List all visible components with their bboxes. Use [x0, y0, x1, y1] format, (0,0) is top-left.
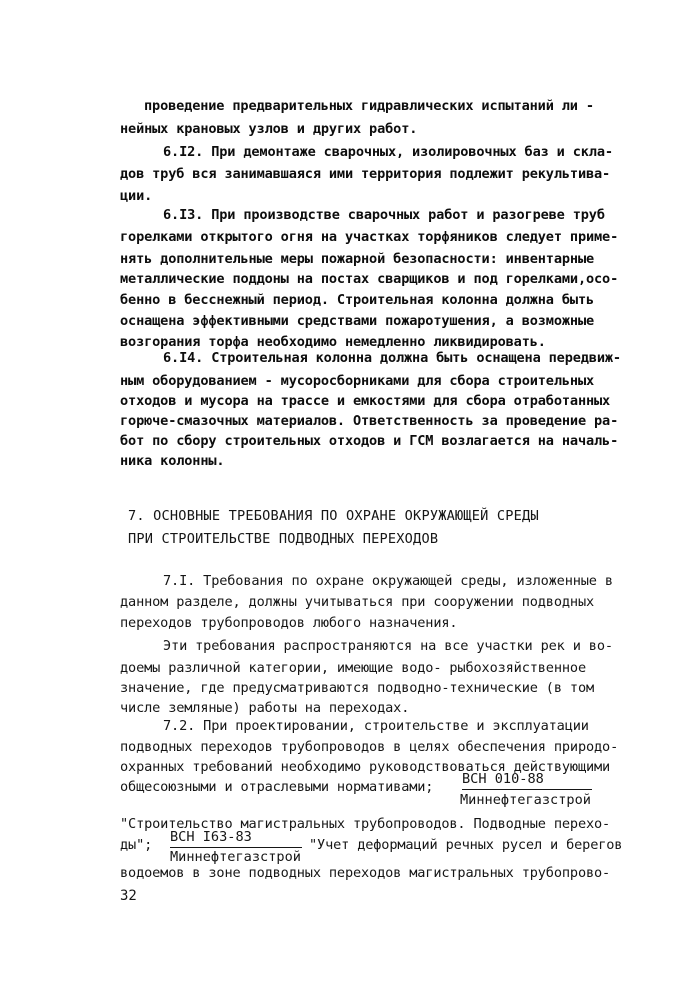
text-line: ника колонны. — [120, 453, 225, 469]
text-line: Эти требования распространяются на все участки рек и во- — [163, 638, 613, 654]
text-line: оснащена эффективными средствами пожаротушения, а возможные — [120, 313, 595, 329]
text-line: ды"; — [120, 837, 153, 853]
text-line: водоемов в зоне подводных переходов магистральных трубопрово- — [120, 865, 611, 881]
text-line: нять дополнительные меры пожарной безопасности: инвентарные — [120, 251, 595, 267]
text-line: 6.I2. При демонтаже сварочных, изолировочных баз и скла- — [163, 144, 613, 160]
reference-code: ВСН 010-88 — [462, 770, 592, 790]
text-line: "Учет деформаций речных русел и берегов — [309, 837, 623, 853]
text-line: металлические поддоны на постах сварщиков и под горелками,осо- — [120, 271, 619, 287]
section-heading-line-1: 7. ОСНОВНЫЕ ТРЕБОВАНИЯ ПО ОХРАНЕ ОКРУЖАЮЩЕЙ СРЕДЫ — [128, 508, 539, 524]
text-line: 6.I3. При производстве сварочных работ и разогреве труб — [163, 207, 605, 223]
text-line: дов труб вся занимавшаяся ими территория подлежит рекультива- — [120, 166, 611, 182]
text-line: возгорания торфа необходимо немедленно ликвидировать. — [120, 334, 546, 350]
text-line: 6.I4. Строительная колонна должна быть оснащена передвиж- — [163, 350, 621, 366]
text-line: ции. — [120, 188, 153, 204]
text-line: охранных требований необходимо руководствоваться действующими — [120, 759, 611, 775]
text-line: горелками открытого огня на участках торфяников следует приме- — [120, 229, 619, 245]
text-line: бот по сбору строительных отходов и ГСМ возлагается на началь- — [120, 433, 619, 449]
text-line: отходов и мусора на трассе и емкостями для сбора отработанных — [120, 393, 611, 409]
text-line: подводных переходов трубопроводов в целях обеспечения природо- — [120, 739, 619, 755]
reference-issuer: Миннефтегазстрой — [460, 792, 591, 808]
text-line: значение, где предусматриваются подводно-технические (в том — [120, 680, 595, 696]
text-line: 7.I. Требования по охране окружающей среды, изложенные в — [163, 573, 613, 589]
text-line: нейных крановых узлов и других работ. — [120, 121, 418, 137]
text-line: переходов трубопроводов любого назначения. — [120, 615, 458, 631]
page-number: 32 — [120, 888, 137, 904]
reference-code: ВСН I63-83 — [170, 828, 302, 848]
reference-issuer: Миннефтегазстрой — [170, 849, 301, 865]
text-line: "Строительство магистральных трубопроводов. Подводные перехо- — [120, 816, 611, 832]
text-line: бенно в бесснежный период. Строительная колонна должна быть — [120, 292, 595, 308]
text-line: проведение предварительных гидравлических испытаний ли - — [144, 98, 594, 114]
text-line: ным оборудованием - мусоросборниками для сбора строительных — [120, 373, 595, 389]
text-line: общесоюзными и отраслевыми нормативами; — [120, 779, 434, 795]
text-line: горюче-смазочных материалов. Ответственность за проведение ра- — [120, 413, 619, 429]
text-line: доемы различной категории, имеющие водо- рыбохозяйственное — [120, 660, 586, 676]
section-heading-line-2: ПРИ СТРОИТЕЛЬСТВЕ ПОДВОДНЫХ ПЕРЕХОДОВ — [128, 531, 439, 547]
text-line: 7.2. При проектировании, строительстве и эксплуатации — [163, 718, 589, 734]
text-line: данном разделе, должны учитываться при сооружении подводных — [120, 594, 595, 610]
text-line: числе земляные) работы на переходах. — [120, 700, 410, 716]
